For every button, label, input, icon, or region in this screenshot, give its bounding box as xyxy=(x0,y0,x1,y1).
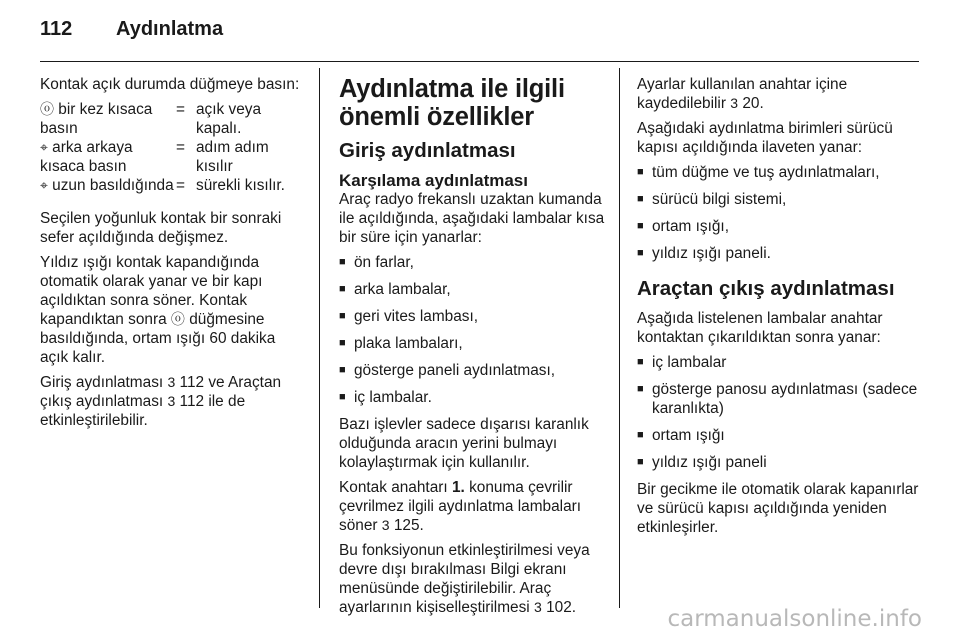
key-action: uzun basıldığında xyxy=(52,177,174,194)
list-item: ■ ortam ışığı, xyxy=(637,217,923,236)
paragraph: Bir gecikme ile otomatik olarak kapanırlar ve sürücü kapısı açıldığında yeniden etkinleşirler. xyxy=(637,481,919,536)
list-item: ■ iç lambalar. xyxy=(339,388,605,407)
column-right xyxy=(637,75,923,543)
subsection-heading: Karşılama aydınlatması xyxy=(339,171,528,190)
key-result: sürekli kısılır. xyxy=(196,177,285,194)
paragraph: Bu fonksiyonun etkinleştirilmesi veya devre dışı bırakılması Bilgi ekranı menüsünde değiştirilebilir. Araç ayarlarının kişiselleştirilmesi 3 102. xyxy=(339,542,590,616)
page-reference-icon: 3 xyxy=(730,95,739,111)
page-reference-icon: 3 xyxy=(534,599,542,615)
paragraph: Bazı işlevler sadece dışarısı karanlık olduğunda aracın yerini bulmayı kolaylaştırmak için kullanılır. xyxy=(339,416,589,471)
watermark: carmanualsonline.info xyxy=(667,606,922,632)
paragraph: Aşağıda listelenen lambalar anahtar kontaktan çıkarıldıktan sonra yanar: xyxy=(637,310,883,346)
list-item: ■ iç lambalar xyxy=(637,353,923,372)
page-number: 112 xyxy=(40,18,73,40)
column-divider-1 xyxy=(319,68,320,608)
header-divider xyxy=(40,61,919,62)
paragraph: Giriş aydınlatması 3 112 ve Araçtan çıkış aydınlatması 3 112 ile de etkinleştirilebilir. xyxy=(40,374,282,429)
light-dimmer-icon: ⌖ xyxy=(40,177,48,193)
paragraph: Yıldız ışığı kontak kapandığında otomatik olarak yanar ve bir kapı açıldıktan sonra söner. Kontak kapandıktan sonra ⓞ düğmesine basıldığında, ortam ışığı 60 dakika açık kalır. xyxy=(40,254,276,366)
page-reference-icon: 3 xyxy=(167,374,176,390)
list-item: ■ yıldız ışığı paneli. xyxy=(637,244,923,263)
key-action-table xyxy=(40,100,302,195)
table-row xyxy=(40,138,302,176)
list-item: ■ sürücü bilgi sistemi, xyxy=(637,190,923,209)
list-item: ■ plaka lambaları, xyxy=(339,334,605,353)
key-result: açık veya kapalı. xyxy=(196,101,262,137)
column-divider-2 xyxy=(619,68,620,608)
paragraph: Kontak anahtarı 1. konuma çevrilir çevrilmez ilgili aydınlatma lambaları söner 3 125. xyxy=(339,479,582,534)
key-action: arka arkaya kısaca basın xyxy=(40,139,133,175)
column-left xyxy=(40,75,302,436)
paragraph: Araç radyo frekanslı uzaktan kumanda ile açıldığında, aşağıdaki lambalar kısa bir süre için yanarlar: xyxy=(339,191,605,246)
power-button-icon: ⓞ xyxy=(170,311,185,327)
page-reference-icon: 3 xyxy=(167,393,176,409)
paragraph: Aşağıdaki aydınlatma birimleri sürücü kapısı açıldığında ilaveten yanar: xyxy=(637,120,893,156)
paragraph: Ayarlar kullanılan anahtar içine kaydedilebilir 3 20. xyxy=(637,76,848,112)
list-item: ■ ön farlar, xyxy=(339,253,605,272)
page-header xyxy=(40,16,920,50)
equals-sign: = xyxy=(176,139,185,156)
section-heading: Giriş aydınlatması xyxy=(339,139,516,162)
section-heading: Araçtan çıkış aydınlatması xyxy=(637,277,895,300)
main-heading: Aydınlatma ile ilgili önemli özellikler xyxy=(339,75,565,131)
list-item: ■ gösterge paneli aydınlatması, xyxy=(339,361,605,380)
list-item: ■ geri vites lambası, xyxy=(339,307,605,326)
page-reference-icon: 3 xyxy=(381,517,390,533)
list-item: ■ yıldız ışığı paneli xyxy=(637,453,923,472)
equals-sign: = xyxy=(176,101,185,118)
bullet-list xyxy=(637,353,923,472)
equals-sign: = xyxy=(176,177,185,194)
paragraph: Seçilen yoğunluk kontak bir sonraki sefer açıldığında değişmez. xyxy=(40,210,282,246)
light-dimmer-icon: ⌖ xyxy=(40,139,48,155)
bullet-list xyxy=(339,253,605,407)
key-action: bir kez kısaca basın xyxy=(40,101,153,137)
list-item: ■ ortam ışığı xyxy=(637,426,923,445)
list-item: ■ arka lambalar, xyxy=(339,280,605,299)
power-button-icon: ⓞ xyxy=(40,101,54,117)
table-row xyxy=(40,100,302,138)
column-middle xyxy=(339,75,605,623)
key-result: adım adım kısılır xyxy=(196,139,269,175)
table-row xyxy=(40,176,302,195)
section-title: Aydınlatma xyxy=(116,18,224,40)
intro-text: Kontak açık durumda düğmeye basın: xyxy=(40,76,300,93)
list-item: ■ tüm düğme ve tuş aydınlatmaları, xyxy=(637,163,923,182)
bullet-list xyxy=(637,163,923,263)
list-item: ■ gösterge panosu aydınlatması (sadece karanlıkta) xyxy=(637,380,923,418)
